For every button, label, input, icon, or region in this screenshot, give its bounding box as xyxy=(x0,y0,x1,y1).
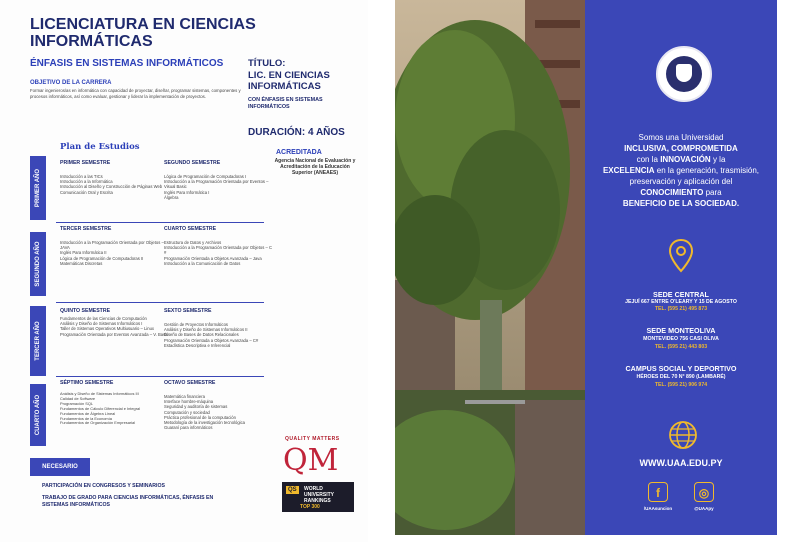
subject: Computación y sociedad xyxy=(164,409,210,415)
quality-matters-label: QUALITY MATTERS xyxy=(285,436,340,442)
quality-matters-logo: QM xyxy=(283,443,339,478)
subject: Inglés Para Informática I xyxy=(164,189,210,195)
semester-subjects xyxy=(60,240,170,266)
semester-title: CUARTO SEMESTRE xyxy=(164,226,217,232)
subject: Fundamentos de Álgebra Lineal xyxy=(60,410,116,416)
globe-icon xyxy=(668,420,698,450)
sede-central-phone: TEL. (595 21) 495 873 xyxy=(654,306,708,312)
semester-title: OCTAVO SEMESTRE xyxy=(164,380,216,386)
objective-title: OBJETIVO DE LA CARRERA xyxy=(30,80,112,86)
semester-subjects xyxy=(60,316,170,337)
subject: Programación Orientada por Eventos Avanzada – V. Basic xyxy=(60,331,169,337)
subject: Programación Orientada a Objetos Avanzada – Java xyxy=(164,255,262,261)
subject: Estructura de Datos y Archivos xyxy=(164,240,222,245)
campus-phone: TEL. (595 21) 906 974 xyxy=(654,382,708,388)
emphasis-subtitle: ÉNFASIS EN SISTEMAS INFORMÁTICOS xyxy=(30,58,224,69)
sede-monteoliva-phone: TEL. (595 21) 443 803 xyxy=(654,344,708,350)
subject: Matemáticas Discretas xyxy=(60,260,103,266)
subject: Guaraní para informáticos xyxy=(164,425,213,431)
subject: Programación SQL xyxy=(60,400,94,406)
required-item: TRABAJO DE GRADO PARA CIENCIAS INFORMÁTICAS, ÉNFASIS EN SISTEMAS INFORMÁTICOS xyxy=(42,495,214,508)
subject: Práctica profesional de la computación xyxy=(164,414,236,420)
subject: Programación Orientada a Objetos Avanzada – C# xyxy=(164,337,259,343)
semester-title: SEXTO SEMESTRE xyxy=(164,308,212,314)
subject: Inglés Para Informática II xyxy=(60,250,107,256)
facebook-icon[interactable]: f xyxy=(648,482,668,502)
year-tab-1: PRIMER AÑO xyxy=(30,156,46,220)
year-tab-2: SEGUNDO AÑO xyxy=(30,232,46,296)
sede-monteoliva-title: SEDE MONTEOLIVA xyxy=(646,326,716,335)
semester-subjects xyxy=(164,394,274,430)
duration: DURACIÓN: 4 AÑOS xyxy=(248,127,345,138)
subject: Análisis y Diseño de Sistemas Informáticos II xyxy=(164,327,248,333)
semester-title: PRIMER SEMESTRE xyxy=(60,160,111,166)
campus-title: CAMPUS SOCIAL Y DEPORTIVO xyxy=(625,364,737,373)
facebook-handle[interactable]: /UAAsuncion xyxy=(643,506,673,511)
degree-name: LIC. EN CIENCIAS INFORMÁTICAS xyxy=(248,70,330,92)
subject: Interface hombre-máquina xyxy=(164,399,214,405)
objective-text: Formar ingenieros/as en informática con capacidad de proyectar, diseñar, programar sistemas, componentes y procesos informáticos, así como evaluar, gestionar y liderar la implementación de proyectos. xyxy=(30,88,241,99)
accreditation-agency: Agencia Nacional de Evaluación y Acreditación de la Educación Superior (ANEAES) xyxy=(274,158,356,176)
semester-title: SEGUNDO SEMESTRE xyxy=(164,160,221,166)
subject: Diseño de Bases de Datos Relacionales xyxy=(164,332,239,338)
subject: Gestión de Proyectos Informáticos xyxy=(164,322,229,327)
brochure-left-page xyxy=(0,0,368,542)
semester-subjects xyxy=(164,240,274,266)
mission-statement: Somos una Universidad INCLUSIVA, COMPROMETIDA con la INNOVACIÓN y la EXCELENCIA en la generación, trasmisión, preservación y aplicación del CONOCIMIENTO para BENEFICIO DE LA SOCIEDAD. xyxy=(602,133,760,208)
subject: Estadística Descriptiva e Inferencial xyxy=(164,342,231,348)
year-tab-4: CUARTO AÑO xyxy=(30,384,46,446)
semester-subjects xyxy=(60,174,170,195)
degree-label: TÍTULO: xyxy=(248,58,286,69)
accreditation-label: ACREDITADA xyxy=(276,149,322,156)
degree-emphasis: CON ÉNFASIS EN SISTEMAS INFORMÁTICOS xyxy=(248,97,323,110)
subject: Introducción al Diseño y Construcción de Páginas Web xyxy=(60,184,163,190)
year-tab-3: TERCER AÑO xyxy=(30,306,46,376)
subject: Fundamentos de Cálculo Diferencial e Integral xyxy=(60,405,141,411)
required-label: NECESARIO xyxy=(30,458,90,476)
subject: Calidad de Software xyxy=(60,395,96,401)
subject: Lógica de Programación de Computadoras I xyxy=(164,174,247,179)
plan-title: Plan de Estudios xyxy=(60,142,140,152)
subject: Introducción a la Programación Orientada por Objetos – C # xyxy=(164,245,273,256)
semester-title: SÉPTIMO SEMESTRE xyxy=(60,380,114,386)
instagram-icon[interactable]: ◎ xyxy=(694,482,714,502)
semester-subjects xyxy=(60,392,170,426)
subject: Comunicación Oral y Escrita xyxy=(60,189,113,195)
campus-address: HÉROES DEL 70 N° 890 (LAMBARÉ) xyxy=(636,374,726,380)
qs-rankings-text: WORLD UNIVERSITY RANKINGS xyxy=(304,486,334,504)
semester-subjects xyxy=(164,322,274,348)
qs-top-300: TOP 300 xyxy=(300,504,320,510)
location-pin-icon xyxy=(668,238,694,274)
subject: Introducción a la Programación Orientada por Eventos – Visual Basic xyxy=(164,179,269,190)
semester-title: QUINTO SEMESTRE xyxy=(60,308,111,314)
divider xyxy=(56,376,264,377)
page-title: LICENCIATURA EN CIENCIAS INFORMÁTICAS xyxy=(30,16,256,50)
qs-rankings-badge xyxy=(282,482,354,512)
semester-subjects xyxy=(164,174,274,200)
divider xyxy=(56,302,264,303)
university-seal-logo xyxy=(656,46,712,102)
subject: Introducción a la Programación Orientada por Objetos – JAVA xyxy=(60,240,164,251)
subject: Fundamentos de las Ciencias de Computación xyxy=(60,316,147,321)
subject: Introducción a la Comunicación de Datos xyxy=(164,260,241,266)
subject: Análisis y Diseño de Sistemas Informáticos III xyxy=(60,391,139,396)
subject: Fundamentos de la Economía xyxy=(60,415,112,421)
subject: Introducción a las TICs xyxy=(60,174,103,179)
sede-central-title: SEDE CENTRAL xyxy=(653,290,709,299)
subject: Álgebra xyxy=(164,194,179,200)
instagram-handle[interactable]: @UAApy xyxy=(694,506,714,511)
subject: Fundamentos de Organización Empresarial xyxy=(60,420,136,426)
qs-logo: QS xyxy=(288,487,297,493)
divider xyxy=(56,222,264,223)
campus-tree-photo xyxy=(395,0,585,535)
subject: Introducción a la Informática xyxy=(60,179,113,185)
sede-monteoliva-address: MONTEVIDEO 756 CASI OLIVA xyxy=(643,336,719,342)
subject: Lógica de Programación de Computadoras II xyxy=(60,255,144,261)
subject: Matemática financiera xyxy=(164,394,205,399)
subject: Análisis y Diseño de Sistemas Informáticos I xyxy=(60,321,143,327)
subject: Metodología de la investigación tecnológica xyxy=(164,420,246,426)
sede-central-address: JEJUÍ 667 ENTRE O'LEARY Y 15 DE AGOSTO xyxy=(625,299,737,305)
subject: Taller de Sistemas Operativos Multiusuario – Linux xyxy=(60,326,155,332)
subject: Seguridad y auditoría de sistemas xyxy=(164,404,228,410)
semester-title: TERCER SEMESTRE xyxy=(60,226,112,232)
required-item: PARTICIPACIÓN EN CONGRESOS Y SEMINARIOS xyxy=(42,483,165,489)
website-link[interactable]: WWW.UAA.EDU.PY xyxy=(639,458,723,468)
